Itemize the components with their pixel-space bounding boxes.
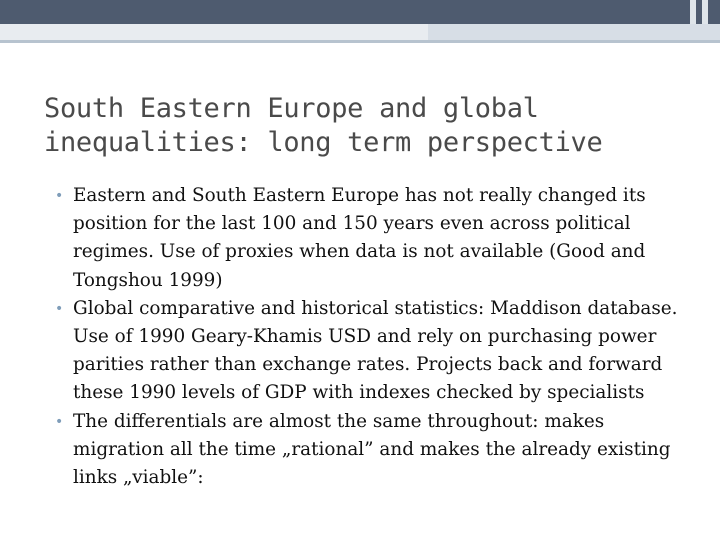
- bullet-text: The differentials are almost the same throughout: makes migration all the time „rational” and makes the already existing links „viable”:: [73, 410, 671, 489]
- accent-bar-tab: [428, 24, 720, 40]
- bullet-icon: •: [55, 413, 64, 430]
- bullet-text: Global comparative and historical statistics: Maddison database. Use of 1990 Geary-Khamis USD and rely on purchasing power parities rather than exchange rates. Projects back and forward these 1990 levels of GDP with indexes checked by specialists: [73, 297, 678, 404]
- bullet-item: [48, 408, 698, 493]
- header-bar-main: [0, 0, 690, 24]
- bullet-text: Eastern and South Eastern Europe has not really changed its position for the last 100 and 150 years even across political regimes. Use of proxies when data is not available (Good and Tongshou 1999): [73, 185, 646, 291]
- bullet-item: [48, 295, 698, 408]
- slide-title: South Eastern Europe and global inequalities: long term perspective: [44, 93, 603, 158]
- header-bar-stripes: [690, 0, 720, 24]
- bullet-icon: •: [55, 188, 64, 204]
- header-divider: [0, 40, 720, 43]
- bullet-icon: •: [55, 300, 64, 317]
- bullet-item: [48, 182, 698, 295]
- accent-bar: [0, 24, 720, 40]
- bullet-list: [48, 182, 698, 492]
- header-bar: [0, 0, 720, 24]
